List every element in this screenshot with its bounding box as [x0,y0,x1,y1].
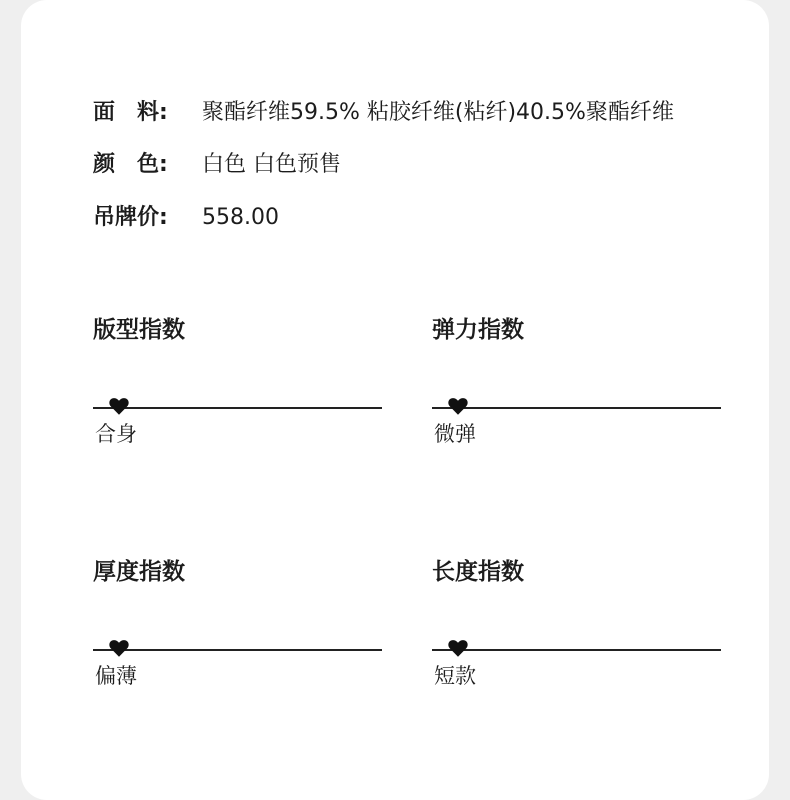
spec-value-price: 558.00 [202,205,279,230]
index-title: 弹力指数 [432,317,524,343]
index-title: 版型指数 [93,317,185,343]
spec-label-color: 颜 色: [93,152,168,177]
spec-value-color: 白色 白色预售 [202,152,341,177]
heart-icon [108,395,130,417]
index-track [432,407,721,409]
heart-icon [447,395,469,417]
index-title: 厚度指数 [93,559,185,585]
spec-row-color [93,150,341,180]
spec-label-fabric: 面 料: [93,100,168,125]
spec-row-fabric [93,98,674,128]
index-level: 偏薄 [95,664,137,688]
index-title: 长度指数 [432,559,524,585]
heart-icon [108,637,130,659]
index-track [93,407,382,409]
index-track [93,649,382,651]
index-level: 合身 [95,422,137,446]
spec-value-fabric: 聚酯纤维59.5% 粘胶纤维(粘纤)40.5%聚酯纤维 [202,100,674,125]
index-track [432,649,721,651]
index-level: 微弹 [434,422,476,446]
spec-label-price: 吊牌价: [93,205,168,230]
heart-icon [447,637,469,659]
index-level: 短款 [434,664,476,688]
spec-row-price [93,203,279,233]
